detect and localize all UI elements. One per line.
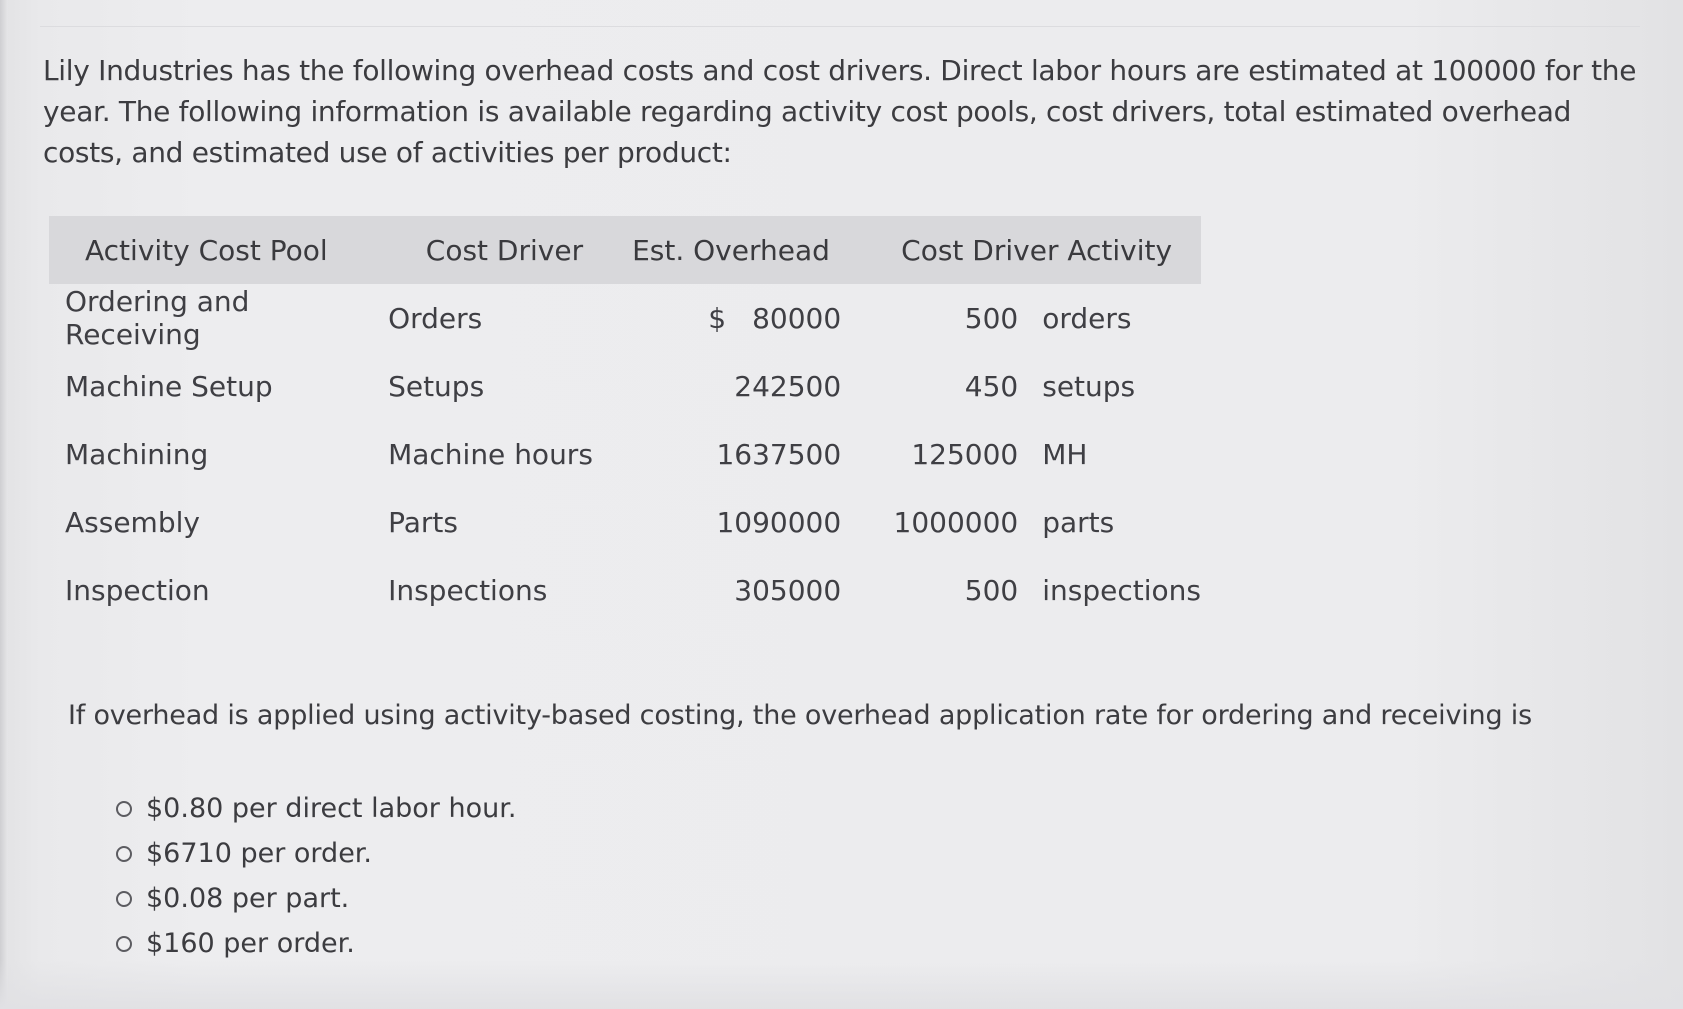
overhead-value: 242500 [734,369,842,403]
option-6710-per-order[interactable] [116,831,516,876]
cell-activity: 1000000 [893,505,1019,539]
cell-overhead [621,352,881,420]
table-row [49,556,1201,624]
cell-overhead [621,556,881,624]
header-cost-driver: Cost Driver [388,216,621,284]
overhead-value: 80000 [752,301,842,335]
option-label: $6710 per order. [146,838,373,869]
answer-options [116,786,516,966]
radio-button[interactable] [116,936,132,952]
option-label: $0.80 per direct labor hour. [146,793,517,824]
option-dlh-rate[interactable] [116,786,516,831]
cell-unit: parts [1042,505,1115,539]
cell-overhead [621,420,881,488]
table-row [49,488,1201,556]
table-row [49,420,1201,488]
cell-activity: 500 [964,573,1019,607]
cell-pool: Inspection [65,573,210,607]
cell-driver: Orders [388,301,483,335]
top-divider [40,26,1640,27]
table-row [49,284,1201,352]
cell-overhead [621,488,881,556]
currency-symbol: $ [708,301,727,335]
cell-pool: Assembly [65,505,200,539]
bottom-shade [0,960,1683,1009]
cost-table [49,216,1201,624]
radio-button[interactable] [116,891,132,907]
overhead-value: 1090000 [716,505,842,539]
overhead-value: 305000 [734,573,842,607]
cell-unit: setups [1042,369,1136,403]
table-row [49,352,1201,420]
cell-unit: orders [1042,301,1132,335]
answer-prompt: If overhead is applied using activity-based costing, the overhead application rate for ordering and receiving is [68,700,1532,731]
overhead-value: 1637500 [716,437,842,471]
option-label: $0.08 per part. [146,883,350,914]
table-header-row [49,216,1201,284]
cell-overhead [621,284,881,352]
cell-pool: Machining [65,437,209,471]
option-per-part[interactable] [116,876,516,921]
header-cost-driver-activity: Cost Driver Activity [881,216,1201,284]
cell-activity: 500 [964,301,1019,335]
cell-driver: Inspections [388,573,548,607]
cell-pool: Machine Setup [65,369,273,403]
cell-activity: 450 [964,369,1019,403]
option-label: $160 per order. [146,928,355,959]
radio-button[interactable] [116,846,132,862]
cell-unit: MH [1042,437,1088,471]
cell-activity: 125000 [911,437,1019,471]
cell-unit: inspections [1042,573,1201,607]
radio-button[interactable] [116,801,132,817]
header-est-overhead: Est. Overhead [621,216,881,284]
cell-driver: Machine hours [388,437,593,471]
cell-driver: Setups [388,369,485,403]
screen-edge [0,0,8,1009]
cell-pool: Ordering and Receiving [65,285,250,351]
header-activity-cost-pool: Activity Cost Pool [49,216,388,284]
cell-driver: Parts [388,505,458,539]
question-text: Lily Industries has the following overhead costs and cost drivers. Direct labor hours are estimated at 100000 for the year. The following information is available regarding activity cost pools, cost drivers, total estimated overhead costs, and estimated use of activities per product: [43,54,1637,169]
